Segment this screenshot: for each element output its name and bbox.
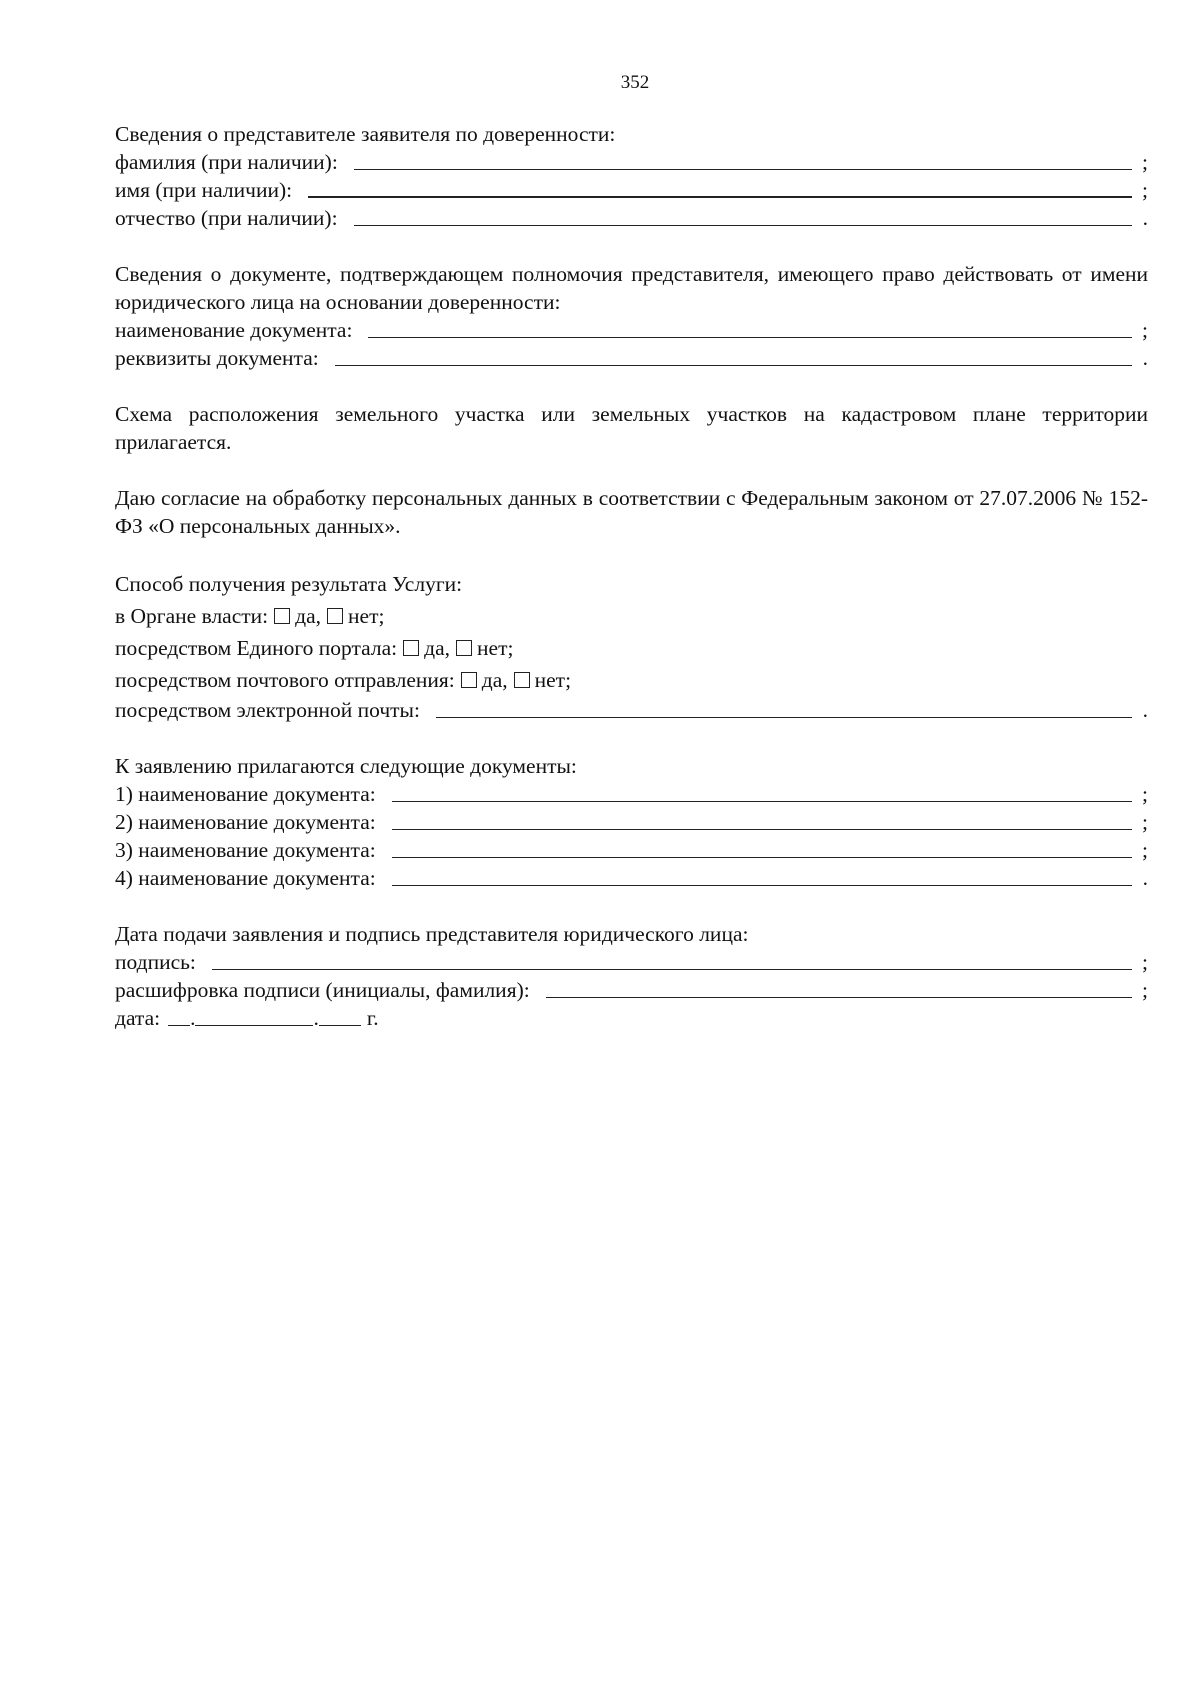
attachments-section	[115, 752, 1148, 892]
document-name-label: наименование документа:	[115, 318, 353, 342]
checkbox-authority-yes[interactable]	[274, 608, 290, 624]
document-details-label: реквизиты документа:	[115, 346, 319, 370]
signature-decode-field[interactable]	[546, 977, 1132, 998]
attachment-row-2: 2) наименование документа: ;	[115, 810, 1148, 834]
surname-field-row: фамилия (при наличии): ;	[115, 150, 1148, 174]
delivery-section	[115, 568, 1148, 724]
signature-heading: Дата подачи заявления и подпись представителя юридического лица:	[115, 922, 749, 946]
name-field[interactable]	[308, 176, 1132, 198]
signature-section	[115, 920, 1148, 1032]
delivery-option-authority: в Органе власти: да, нет;	[115, 604, 385, 628]
signature-row: подпись: ;	[115, 950, 1148, 974]
signature-field[interactable]	[212, 949, 1132, 970]
page-number: 352	[620, 72, 650, 93]
patronymic-label: отчество (при наличии):	[115, 206, 338, 230]
name-label: имя (при наличии):	[115, 178, 293, 202]
attachment-field-2[interactable]	[392, 809, 1132, 830]
attachments-heading: К заявлению прилагаются следующие документы:	[115, 754, 577, 778]
delivery-email-row: посредством электронной почты: .	[115, 698, 1148, 722]
checkbox-portal-no[interactable]	[456, 640, 472, 656]
surname-label: фамилия (при наличии):	[115, 150, 338, 174]
attachment-field-3[interactable]	[392, 837, 1132, 858]
form-content	[115, 120, 1148, 1060]
document-name-row: наименование документа: ;	[115, 318, 1148, 342]
patronymic-field-row: отчество (при наличии): .	[115, 206, 1148, 230]
authority-document-section	[115, 260, 1148, 372]
surname-field[interactable]	[354, 149, 1132, 170]
consent-text: Даю согласие на обработку персональных данных в соответствии с Федеральным законом от 27.07.2006 № 152-ФЗ «О персональных данных».	[115, 486, 1148, 538]
signature-decode-row: расшифровка подписи (инициалы, фамилия): ;	[115, 978, 1148, 1002]
email-label: посредством электронной почты:	[115, 698, 420, 722]
authority-document-heading: Сведения о документе, подтверждающем полномочия представителя, имеющего право действовать от имени юридического лица на основании доверенности:	[115, 262, 1148, 314]
delivery-option-portal: посредством Единого портала: да, нет;	[115, 636, 514, 660]
checkbox-portal-yes[interactable]	[403, 640, 419, 656]
attachment-row-1: 1) наименование документа: ;	[115, 782, 1148, 806]
attachment-row-3: 3) наименование документа: ;	[115, 838, 1148, 862]
delivery-option-post: посредством почтового отправления: да, нет;	[115, 668, 572, 692]
date-year-field[interactable]	[319, 1005, 361, 1026]
document-name-field[interactable]	[368, 317, 1132, 338]
date-day-field[interactable]	[168, 1005, 190, 1026]
attachment-field-4[interactable]	[392, 865, 1132, 886]
patronymic-field[interactable]	[354, 205, 1132, 226]
representative-section	[115, 120, 1148, 232]
document-details-row: реквизиты документа: .	[115, 346, 1148, 370]
checkbox-post-no[interactable]	[514, 672, 530, 688]
checkbox-authority-no[interactable]	[327, 608, 343, 624]
document-details-field[interactable]	[335, 345, 1132, 366]
date-row: дата: . . г.	[115, 1006, 379, 1030]
email-field[interactable]	[436, 697, 1132, 718]
attachment-row-4: 4) наименование документа: .	[115, 866, 1148, 890]
checkbox-post-yes[interactable]	[461, 672, 477, 688]
representative-heading: Сведения о представителе заявителя по доверенности:	[115, 122, 616, 146]
scheme-note: Схема расположения земельного участка или земельных участков на кадастровом плане территории прилагается.	[115, 402, 1148, 454]
date-month-field[interactable]	[195, 1005, 313, 1026]
name-field-row: имя (при наличии): ;	[115, 178, 1148, 202]
delivery-heading: Способ получения результата Услуги:	[115, 572, 463, 596]
attachment-field-1[interactable]	[392, 781, 1132, 802]
